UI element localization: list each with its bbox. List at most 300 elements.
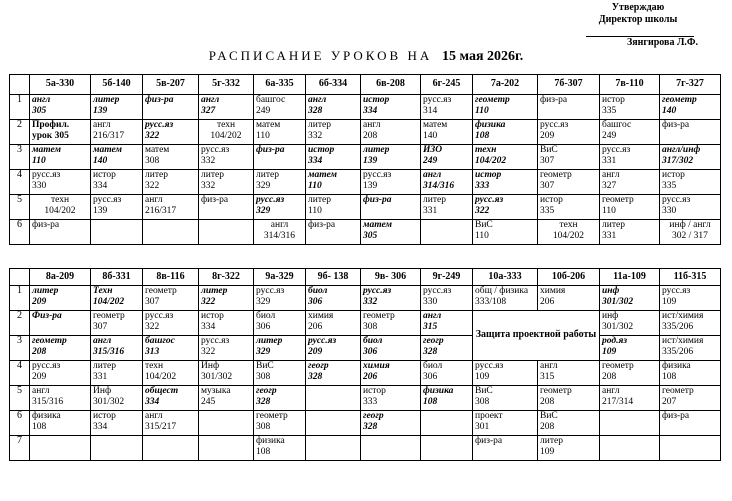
room: 332	[201, 180, 216, 191]
room: 317/302	[662, 155, 694, 166]
lesson-row	[10, 170, 721, 195]
room: 322	[145, 180, 160, 191]
class-header: 10б-206	[538, 269, 600, 286]
room: 307	[145, 296, 160, 307]
lesson-row	[10, 386, 721, 411]
subject: англ	[201, 95, 220, 105]
title-date: 15 мая 2026г.	[442, 49, 524, 64]
room: 335/206	[662, 346, 694, 357]
lesson-cell	[199, 286, 254, 311]
lesson-cell	[91, 170, 143, 195]
room: 301/302	[602, 296, 634, 307]
subject: ВиС	[475, 386, 493, 396]
subject: матем	[363, 220, 393, 230]
subject: техн	[145, 361, 164, 371]
lesson-cell	[361, 386, 421, 411]
lesson-cell	[538, 286, 600, 311]
subject: истор	[363, 95, 390, 105]
room: 315	[540, 371, 555, 382]
lesson-cell	[660, 95, 721, 120]
lesson-row	[10, 220, 721, 245]
lesson-cell	[199, 336, 254, 361]
subject: геометр	[93, 311, 125, 321]
room: 328	[256, 396, 271, 407]
lesson-cell	[473, 120, 538, 145]
lesson-row	[10, 120, 721, 145]
subject: русс.яз	[201, 336, 230, 346]
lesson-cell	[473, 220, 538, 245]
lesson-cell	[538, 220, 600, 245]
lesson-cell	[421, 220, 473, 245]
subject: русс.яз	[363, 170, 392, 180]
lesson-cell	[421, 386, 473, 411]
room: 209	[308, 346, 323, 357]
subject: геогр	[363, 411, 384, 421]
lesson-row	[10, 95, 721, 120]
subject: инф	[602, 286, 620, 296]
room: 110	[475, 105, 489, 116]
lesson-cell	[91, 336, 143, 361]
lesson-cell	[306, 286, 361, 311]
lesson-cell	[600, 411, 660, 436]
lesson-cell	[143, 195, 199, 220]
room: 208	[32, 346, 47, 357]
subject: биол	[363, 336, 383, 346]
lesson-cell	[660, 145, 721, 170]
lesson-row	[10, 411, 721, 436]
lesson-cell	[538, 170, 600, 195]
subject: физика	[662, 361, 691, 371]
subject: биол	[256, 311, 276, 321]
lesson-cell	[143, 386, 199, 411]
subject: ВиС	[540, 145, 558, 155]
lesson-cell	[199, 120, 254, 145]
lesson-cell	[600, 386, 660, 411]
subject: англ	[423, 311, 442, 321]
lesson-cell	[306, 361, 361, 386]
lesson-cell	[199, 361, 254, 386]
class-header: 9а-329	[254, 269, 306, 286]
room: 328	[308, 105, 323, 116]
room: 208	[602, 371, 617, 382]
subject: англ	[32, 95, 51, 105]
lesson-cell	[421, 336, 473, 361]
lesson-cell	[30, 361, 91, 386]
subject: физ-ра	[32, 220, 60, 230]
lesson-cell	[254, 120, 306, 145]
subject: англ	[145, 411, 163, 421]
lesson-cell	[306, 220, 361, 245]
subject: геометр	[602, 361, 634, 371]
subject: англ	[363, 120, 381, 130]
lesson-cell	[361, 95, 421, 120]
subject: русс.яз	[145, 311, 174, 321]
room: 315/316	[32, 396, 64, 407]
lesson-number: 3	[10, 336, 30, 361]
lesson-cell	[143, 411, 199, 436]
subject: музыка	[201, 386, 231, 396]
room: 139	[363, 155, 378, 166]
room: 104/202	[145, 371, 177, 382]
subject: проект	[475, 411, 503, 421]
subject: русс.яз	[475, 195, 504, 205]
subject: биол	[423, 361, 443, 371]
lesson-cell	[30, 386, 91, 411]
subject: общест	[145, 386, 179, 396]
room: 335	[662, 180, 677, 191]
room: 308	[256, 421, 271, 432]
subject: геометр	[475, 95, 510, 105]
room: 306	[423, 371, 438, 382]
lesson-cell	[199, 145, 254, 170]
subject: русс.яз	[256, 286, 285, 296]
room: 332	[308, 130, 323, 141]
subject: русс.яз	[423, 286, 452, 296]
room: 314	[423, 105, 438, 116]
lesson-cell	[421, 311, 473, 336]
lesson-cell	[600, 436, 660, 461]
subject: Физ-ра	[32, 311, 62, 321]
class-header: 10а-333	[473, 269, 538, 286]
room: 331	[602, 230, 617, 241]
subject: геометр	[662, 386, 694, 396]
approval-position: Директор школы	[598, 14, 678, 25]
lesson-number: 1	[10, 286, 30, 311]
room: 209	[32, 296, 47, 307]
lesson-cell	[600, 195, 660, 220]
subject: литер	[201, 286, 228, 296]
subject: род.яз	[602, 336, 628, 346]
subject: литер	[145, 170, 168, 180]
room: 334	[145, 396, 160, 407]
subject: литер	[32, 286, 59, 296]
room: 104/202	[210, 130, 242, 141]
subject: башгос	[602, 120, 632, 130]
subject: ВиС	[256, 361, 274, 371]
room: 110	[32, 155, 46, 166]
room: 206	[363, 371, 378, 382]
lesson-cell	[473, 386, 538, 411]
lesson-cell	[254, 145, 306, 170]
room: 308	[256, 371, 271, 382]
subject: Инф	[201, 361, 220, 371]
room: 108	[423, 396, 438, 407]
subject: истор	[540, 195, 563, 205]
subject: русс.яз	[308, 336, 337, 346]
lesson-cell	[421, 286, 473, 311]
subject: истор	[93, 170, 116, 180]
lesson-cell	[199, 220, 254, 245]
merged-event-cell: Защита проектной работы	[473, 311, 600, 361]
room: 206	[308, 321, 323, 332]
subject: литер	[308, 120, 331, 130]
subject: физ-ра	[662, 411, 690, 421]
lesson-cell	[199, 386, 254, 411]
lesson-cell	[473, 361, 538, 386]
lesson-cell	[91, 220, 143, 245]
room: 308	[475, 396, 490, 407]
room: 331	[93, 371, 108, 382]
lesson-cell	[361, 436, 421, 461]
subject: литер	[308, 195, 331, 205]
room: 301	[475, 421, 490, 432]
room: 315/217	[145, 421, 177, 432]
lesson-cell	[538, 386, 600, 411]
room: 104/202	[93, 296, 125, 307]
room: урок 305	[32, 130, 69, 141]
subject: ВиС	[475, 220, 493, 230]
lesson-row	[10, 195, 721, 220]
room: 301/302	[201, 371, 233, 382]
lesson-cell	[306, 120, 361, 145]
lesson-cell	[254, 286, 306, 311]
subject: физ-ра	[363, 195, 392, 205]
subject: русс.яз	[602, 145, 631, 155]
lesson-cell	[30, 436, 91, 461]
room: 330	[423, 296, 438, 307]
lesson-row	[10, 145, 721, 170]
subject: инф / англ	[669, 220, 711, 230]
room: 313	[145, 346, 160, 357]
subject: англ/инф	[662, 145, 701, 155]
lesson-cell	[361, 120, 421, 145]
room: 216/317	[93, 130, 125, 141]
subject: литер	[93, 361, 116, 371]
room: 110	[308, 205, 322, 216]
room: 139	[363, 180, 378, 191]
room: 335/206	[662, 321, 694, 332]
lesson-cell	[306, 336, 361, 361]
room: 315/316	[93, 346, 125, 357]
subject: истор	[308, 145, 335, 155]
lesson-cell	[600, 311, 660, 336]
room: 314/316	[423, 180, 455, 191]
lesson-cell	[91, 120, 143, 145]
subject: геометр	[662, 95, 697, 105]
class-header: 8г-322	[199, 269, 254, 286]
subject: литер	[363, 145, 390, 155]
subject: англ	[540, 361, 558, 371]
approval-block	[578, 2, 698, 49]
room: 104/202	[552, 230, 585, 241]
subject: геогр	[308, 361, 329, 371]
lesson-cell	[600, 286, 660, 311]
subject: ист/химия	[662, 336, 704, 346]
room: 245	[201, 396, 216, 407]
lesson-cell	[660, 361, 721, 386]
room: 109	[662, 296, 677, 307]
lesson-cell	[421, 361, 473, 386]
subject: геометр	[540, 386, 572, 396]
subject: техн	[216, 120, 236, 130]
subject: Инф	[93, 386, 112, 396]
subject: русс.яз	[32, 361, 61, 371]
room: 330	[662, 205, 677, 216]
lesson-cell	[361, 170, 421, 195]
lesson-cell	[473, 286, 538, 311]
lesson-cell	[421, 170, 473, 195]
lesson-cell	[306, 145, 361, 170]
subject: химия	[308, 311, 334, 321]
signature-line	[586, 26, 694, 37]
subject: ИЗО	[423, 145, 443, 155]
room: 208	[363, 130, 378, 141]
class-header: 7а-202	[473, 75, 538, 95]
class-header: 8а-209	[30, 269, 91, 286]
subject: матем	[423, 120, 448, 130]
subject: англ	[145, 195, 163, 205]
lesson-cell	[421, 120, 473, 145]
subject: техн	[559, 220, 578, 230]
subject: истор	[93, 411, 116, 421]
room: 249	[256, 105, 271, 116]
lesson-cell	[306, 386, 361, 411]
lesson-number: 1	[10, 95, 30, 120]
subject: матем	[145, 145, 170, 155]
room: 314/316	[263, 230, 296, 241]
lesson-number: 6	[10, 411, 30, 436]
subject: башгос	[145, 336, 175, 346]
room: 331	[602, 155, 617, 166]
lesson-cell	[91, 195, 143, 220]
subject: ВиС	[540, 411, 558, 421]
subject: инф	[602, 311, 619, 321]
lesson-cell	[361, 145, 421, 170]
subject: литер	[256, 170, 279, 180]
subject: геогр	[256, 386, 277, 396]
subject: англ	[93, 336, 112, 346]
schedule-table-1	[9, 74, 721, 245]
subject: биол	[308, 286, 328, 296]
room: 327	[602, 180, 617, 191]
class-header: 6в-208	[361, 75, 421, 95]
lesson-number: 3	[10, 145, 30, 170]
lesson-cell	[306, 195, 361, 220]
room: 333	[363, 396, 378, 407]
room: 306	[256, 321, 271, 332]
lesson-row	[10, 361, 721, 386]
lesson-cell	[361, 411, 421, 436]
lesson-cell	[660, 220, 721, 245]
subject: химия	[540, 286, 566, 296]
subject: матем	[256, 120, 281, 130]
subject: ист/химия	[662, 311, 704, 321]
room: 329	[256, 296, 271, 307]
lesson-cell	[421, 436, 473, 461]
subject: англ	[602, 170, 620, 180]
lesson-cell	[421, 145, 473, 170]
lesson-cell	[30, 170, 91, 195]
lesson-cell	[421, 411, 473, 436]
lesson-cell	[361, 311, 421, 336]
room: 109	[602, 346, 617, 357]
lesson-cell	[538, 361, 600, 386]
table1-header-row	[10, 75, 721, 95]
subject: англ	[308, 95, 327, 105]
subject: физика	[256, 436, 285, 446]
subject: литер	[602, 220, 625, 230]
lesson-number: 4	[10, 361, 30, 386]
lesson-cell	[30, 286, 91, 311]
subject: физ-ра	[256, 145, 285, 155]
room: 109	[475, 371, 490, 382]
lesson-cell	[306, 311, 361, 336]
lesson-cell	[660, 436, 721, 461]
lesson-cell	[143, 120, 199, 145]
lesson-cell	[660, 120, 721, 145]
lesson-cell	[30, 95, 91, 120]
lesson-cell	[30, 336, 91, 361]
lesson-number: 2	[10, 311, 30, 336]
subject: матем	[32, 145, 62, 155]
room: 217/314	[602, 396, 634, 407]
header-corner	[10, 75, 30, 95]
room: 249	[423, 155, 438, 166]
lesson-cell	[199, 436, 254, 461]
room: 104/202	[44, 205, 76, 216]
lesson-cell	[600, 120, 660, 145]
lesson-cell	[600, 361, 660, 386]
lesson-cell	[143, 170, 199, 195]
subject: англ	[423, 170, 442, 180]
lesson-number: 7	[10, 436, 30, 461]
subject: литер	[201, 170, 224, 180]
room: 334	[93, 421, 108, 432]
subject: русс.яз	[93, 195, 122, 205]
room: 108	[475, 130, 490, 141]
subject: общ / физика	[475, 286, 529, 296]
lesson-number: 6	[10, 220, 30, 245]
subject: литер	[256, 336, 283, 346]
subject: истор	[602, 95, 625, 105]
room: 332	[201, 155, 216, 166]
table2-header-row	[10, 269, 721, 286]
lesson-cell	[143, 95, 199, 120]
lesson-cell	[254, 195, 306, 220]
room: 333	[475, 180, 490, 191]
class-header: 6б-334	[306, 75, 361, 95]
room: 322	[475, 205, 490, 216]
lesson-cell	[91, 386, 143, 411]
lesson-row	[10, 311, 721, 336]
subject: русс.яз	[145, 120, 174, 130]
lesson-cell	[600, 170, 660, 195]
room: 328	[308, 371, 323, 382]
room: 140	[423, 130, 438, 141]
class-header: 11а-109	[600, 269, 660, 286]
class-header: 8б-331	[91, 269, 143, 286]
subject: англ	[602, 386, 620, 396]
lesson-cell	[91, 286, 143, 311]
subject: англ	[32, 386, 50, 396]
subject: англ	[93, 120, 111, 130]
room: 322	[145, 130, 160, 141]
room: 306	[308, 296, 323, 307]
subject: физ-ра	[201, 195, 229, 205]
lesson-cell	[660, 411, 721, 436]
lesson-cell	[421, 95, 473, 120]
room: 327	[201, 105, 216, 116]
lesson-cell	[254, 386, 306, 411]
room: 333/108	[475, 296, 507, 307]
room: 140	[93, 155, 108, 166]
lesson-cell	[600, 95, 660, 120]
lesson-row	[10, 286, 721, 311]
approval-title: Утверждаю	[611, 2, 665, 13]
room: 249	[602, 130, 617, 141]
lesson-cell	[91, 311, 143, 336]
lesson-row	[10, 436, 721, 461]
